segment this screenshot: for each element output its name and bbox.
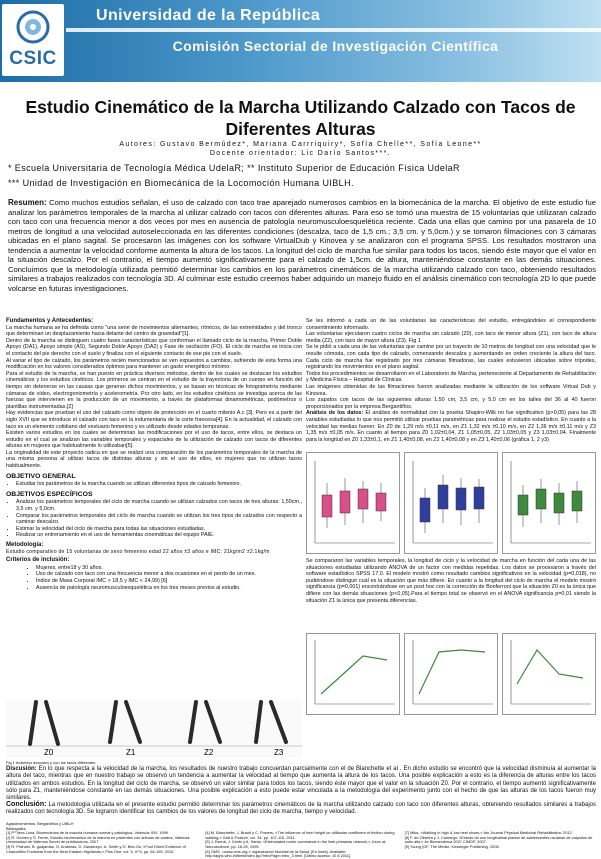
boxplot-svg-1	[307, 453, 399, 553]
conclusion	[6, 801, 596, 817]
figure-1-caption: Fig 1 Individuo descalzo y con los tacos diferentes.	[6, 760, 97, 765]
fundamentos-p2: Dentro de la marcha se distinguen cuatro fases características que conforman el llamado ciclo de la marcha, Primer Doble Apoyo (DA1), Apoyo simple (AS), Segundo Doble Apoyo (DA2) y Fase de oscilación (FO). El ciclo de marcha se inicia con el contacto del pie derecho con el suelo y finaliza con el siguiente contacto de ese pie con el suelo.	[6, 337, 302, 357]
criterio-item: • Índice de Masa Corporal IMC > 18,5 y IMC < 24,99) [6]	[36, 578, 302, 585]
boxplot-svg-3	[503, 453, 595, 553]
metodo-paragraph: Los zapatos con tacos de las siguientes alturas 1,50 cm, 3,5 cm, y 5,0 cm en los talles del 36 al 40 fueron proporcionados por la empresa Bergantiños.	[306, 397, 596, 410]
metodologia-text: Estudio comparativo de 15 voluntarias de sexo femenino edad 22 años ±3 años e IMC: 21kg/m2 ±2.1kg/m	[6, 548, 270, 555]
csic-logo	[2, 4, 64, 76]
metodologia-heading: Metodología:	[6, 542, 44, 548]
advisor: Docente orientador: Lic Darío Santos***.	[209, 150, 392, 157]
resultados-text: Se compararon las variables temporales, la longitud de ciclo y la velocidad de marcha en función del cada una de las situaciones estudiadas utilizando ANOVA de un factor con medidas repetidas. Los datos se procesaron a través del software estadístico SPSS 17.0. El modelo mostró como resultado cambios significativos en la velocidad (p=0,018), no pudiéndose distinguir cuál es la situación que más difiere. En cuanto a la longitud del ciclo de marcha el modelo mostró significancia (p=0,001) encontrándose en un post hoc con la corrección de Bonferroni que la situación Z0 es la única que difiere con las demás situaciones (p<0,05).Para el tiempo total se observó en el ANOVA significancia p=0,01 siendo la situación Z1 la única que presenta diferencias.	[306, 558, 596, 604]
criterio-item: • Mujeres, entre18 y 30 años.	[36, 565, 302, 572]
bib-column-3	[405, 831, 596, 859]
bib-entry: [5] J. Esenb, J. Kimbi y A. Santa, «Estimulated motor commands in the limb primarias network,» Journ at Neuroscience, pp. 16-25, 1995.	[205, 839, 386, 849]
left-column	[6, 318, 302, 591]
university-name: Universidad de la República	[96, 7, 321, 24]
objetivos-especificos-heading: OBJETIVOS ESPECÍFICOS	[6, 490, 93, 498]
affiliation-2: *** Unidad de Investigación en Biomecánica de la Locomoción Humana UIBLH.	[8, 178, 354, 188]
fundamentos-p6: Existen varios estudios en los cuales se determinan las modificaciones por el uso de tacos, entre ellos, se destaca un estudio en el cual se analizan las variables temporales y espaciales de la utilización de calzado con tacos de diferentes alturas en mujeres que habitualmente lo utilizaban[5].	[6, 430, 302, 450]
objetivo-especifico-item: • Analizar los parámetros temporales del ciclo de marcha cuando se utilizan calzados con tacos de tres alturas: 1,50cm., 3,5 cm. y 5,0cm.	[16, 499, 302, 512]
bib-entry: [4] M. Blanchette, J. Brault y C. Powers, «The influence of heel height on utilitarian coefficient of friction during walking,» Gait & Posture, vol. 34, pp. 107-110, 2011.	[205, 830, 395, 840]
csic-logo-mark-icon	[16, 10, 50, 44]
line-graph-svg-3	[503, 634, 595, 714]
metodo-paragraph: Las voluntarias ejecutaron cuatro ciclos de marcha sin calzado (Z0), con taco de menor altura (Z1), con taco de altura media (Z2), con taco de mayor altura (Z3). Fig 1	[306, 331, 596, 344]
affiliation-1: * Escuela Universitaria de Tecnología Médica UdelaR; ** Instituto Superior de Educación Física UdelaR	[8, 163, 460, 173]
criterio-item: • Uso de calzado con taco con una frecuencia menor a dos ocasiones en el perdo de un mes.	[36, 571, 302, 578]
bib-entry: [3] R. Prahani, B. guajardas, G. Arralinas, D. Zandarzyn, A. Smith y G. Bee-Os, «Foot Direct Evidence of Chalcolithic Footwear from the Near Eastern Highlands,» Plos One, vol. 5, nº 6, pp. 84-105, 2010.	[6, 843, 186, 854]
fundamentos-p4: Para el estudio de la marcha, se han puesto en práctica diversos métodos, dentro de los cuales se destacan los estudios cinemáticos y los estudios cinéticos. Los primeros se centran en el estudio de la trayectoria de un cuerpo en función del tiempo sin detenerse en las causas que generan dichos movimientos, y se basan en técnicas de fotogrametría mediante cámaras de vídeo, electrogoniometría y acelerometría. Por otro lado, en los estudios cinéticos se investiga acerca de las fuerzas que intervienen en la producción de un movimiento, a través de plataformas dinamométricas, podómetros o plantillas instrumentadas.[2]	[6, 370, 302, 410]
metodo-paragraph: Se les informó a cada un de las voluntarias las características del estudio, entregándoles el correspondiente consentimiento informado.	[306, 318, 596, 331]
bib-entry: [7] Mika, «Walking in high & low heel shoes,» Am Journal Physical Medicinal Rehabilitation, 2012.	[404, 830, 573, 836]
bibliography-heading: Bibliografía:	[6, 825, 27, 831]
criterio-item: • Ausencia de patología neuromusculoesquelética en los tres meses previos al estudio.	[36, 585, 302, 592]
conclusion-text: La metodología utilizada en el presente estudio permitió determinar los parámetros cinemáticos de la marcha utilizando calzado con taco con diferentes alturas, obteniendo resultados similares a trabajos realizados con tecnología 3D. Se lograron identificar los cambios de los valores de longitud del ciclo de marcha, tiempo y velocidad.	[6, 802, 596, 816]
boxplot-longitud	[404, 452, 498, 554]
paper-title: Estudio Cinemático de la Marcha Utilizando Calzado con Tacos de Diferentes Alturas	[25, 97, 576, 139]
bib-column-2	[205, 831, 396, 859]
fundamentos-p7: La originalidad de este proyecto radica en que se realizó una comparación de los parámetros temporales de la marcha de una misma persona al utilizar tacos de distintas alturas y sin el uso de ellos, en mujeres que no utilizan tacos habitualmente.	[6, 449, 302, 470]
right-column	[306, 318, 596, 443]
discussion-text: En lo que respecta a la velocidad de la marcha, los resultados de nuestro trabajo concuerdan parcialmente con el de Blanchette et al . En dicho estudio se encontró que la velocidad disminuía al aumentar la altura del taco, mientras que en nuestro trabajo se observó un tendencia a aumentar la velocidad al tiempo que aumenta la altura de los tacos. Una posible explicación a esto es la diferencia de alturas entre los tacos utilizados en ambos estudios. En la longitud del ciclo de marcha, se observó un valor similar para todos los tacos, siendo éste mayor que el valor en la situación Z0. Por el contrario, el tiempo aumentó significativamente sólo para Z1, manteniéndose constante en las demás situaciones. Una posible explicación a esto puede estar vinculada a la metodología del experimento junto con el hecho de que las alturas de los tacos fueron muy similares.	[6, 766, 597, 802]
header-banner	[0, 0, 601, 82]
bib-entry: [6] OMS, <www.oms.org.» organización Mundial de la Salud, [En línea]. Available: http://apps.who.int/bmi/index.jsp?introPage=intro_3.html. [Último acceso: 10 8 2011].	[205, 848, 352, 859]
line-graph-2	[404, 633, 498, 715]
bibliography	[6, 822, 596, 859]
bib-entry: [1] Pº Vera Luna, Biomecánica de la marcha humana normal y patológica, Valencia: IBV, 1999	[6, 830, 168, 836]
metodo-paragraph: Se le pidió a cada una de las voluntarias que camine por un trayecto de 10 metros de longitud con una velocidad que le resulte cómoda, con cada tipo de calzado, comenzando descalza y aumentando en orden creciente la altura del taco. Cada ciclo de marcha fue registrado por tres cámaras filmadoras, las cuales estuvieron ubicadas sobre trípodes, registrando los movimientos en el plano sagital.	[306, 344, 596, 371]
bib-entry: [9] Young (GF, The Medici, Kessinger Publishing, 2005.	[404, 843, 500, 849]
line-graph-figures	[306, 633, 596, 713]
photo-label-z0: Z0	[44, 748, 54, 757]
fundamentos-p3: Al variar el tipo de calzado, los parámetros recién mencionados se ven expuestos a cambios, sufriendo de esta forma una modificación en los valores considerados óptimos para mantener un gasto energético mínimo.	[6, 357, 302, 371]
boxplot-velocidad	[306, 452, 400, 554]
abstract	[8, 198, 596, 293]
photo-label-z3: Z3	[274, 748, 284, 757]
bib-entry: [2] R. Gómez y S. Ferrer, Estudio biomecánico de la marcha en pacientes con artrosis de cadera, Valencia: Universidad de Valencia Servei de publicacions, 2007	[6, 834, 191, 845]
metodo-paragraph: Las imágenes obtenidas de las filmaciones fueron analizadas mediante la utilización de los software Virtual Dub y Kinovea.	[306, 383, 596, 397]
line-graph-svg-1	[307, 634, 399, 714]
objetivo-especifico-item: • Estimar la velocidad del ciclo de marcha para todas las situaciones estudiadas.	[16, 526, 302, 533]
line-graph-svg-2	[405, 634, 497, 714]
analisis-text: El análisis de normalidad con la prueba Shapiro-Wilk no fue significativo (p>0,05) para las 28 variables estudiadas lo que nos permitió utilizar pruebas paramétricas para realizar el estudio estadístico. En cuanto a la velocidad las medias fueron: En Z0 de 1,29 m/s ±0,11 m/s, en Z1 1,32 m/s ±0,10 m/s, en Z2 1,36 m/s ±0,11 m/s y Z3 1,35 m/s ±0,05 m/s. En cuanto al tiempo para Z0 1,02±0,04, Z1 1,05±0,05, Z2 1,03±0,05 y Z3 1,03±0,04. Finalmente para la longitud en Z0 1,33±0,1, en Z1 1,40±0,08, en Z2 1,40±0,08 y en Z3 1,40±0,06 (gráfica 1, 2 y3)	[306, 410, 597, 443]
fundamentos-heading: Fundamentos y Antecedentes:	[6, 318, 94, 324]
criterios-heading: Criterios de inclusión:	[6, 557, 70, 564]
bib-column-1	[6, 831, 197, 859]
discussion-label: Discusión:	[6, 766, 37, 772]
metodo-paragraph: Todos los procedimientos se desarrollaron en el Laboratorio de Marcha, perteneciente al Departamento de Rehabilitación y Medicina Física – Hospital de Clínicas.	[306, 370, 596, 384]
abstract-label: Resumen:	[8, 198, 47, 207]
fundamentos-p1: La marcha humana se ha definida como "una serie de movimientos alternantes, rítmicos, de las extremidades y del tronco que determinan un desplazamiento hacia delante del centro de gravedad"[1].	[6, 324, 302, 338]
photo-label-z1: Z1	[126, 748, 136, 757]
boxplot-svg-2	[405, 453, 497, 553]
discussion	[6, 766, 596, 802]
line-graph-1	[306, 633, 400, 715]
logo-text: CSIC	[9, 48, 57, 69]
figure-1-photo	[6, 700, 302, 758]
objetivo-general-heading: OBJETIVO GENERAL	[6, 472, 76, 480]
conclusion-label: Conclusión:	[6, 801, 47, 808]
authors-block	[70, 140, 531, 158]
objetivo-especifico-item: • Realizar un entrenamiento en el uso de herramientas cinemáticas del equipo PAIE.	[16, 532, 302, 539]
analisis-heading: Análisis de los datos:	[306, 410, 364, 417]
boxplot-tiempo	[502, 452, 596, 554]
objetivo-general-item: • Estudiar los parámetros de la marcha cuando se utilizan diferentes tipos de calzado femenino.	[16, 481, 302, 488]
bib-entry: [8] F. de Oliveira y J. Camargo, «Estudo do uso longitudinal plantar de adolescentes usuárias de calçados de salto alto,» Av Biomecânica 2007 CIMDP, 2007.	[404, 834, 593, 845]
objetivo-especifico-item: • Comparar los parámetros temporales del ciclo de marcha cuando se utilizan los tres tipos de calzados con respecto a caminar descalzo.	[16, 513, 302, 526]
boxplot-figures	[306, 452, 596, 552]
authors: Autores: Gustavo Bermúdez*, Mariana Carrriquiry*, Sofía Chelle**, Sofía Leone**	[119, 141, 482, 148]
fundamentos-p5: Hay evidencias que prueban el uso del calzado como objeto de protección en el cuarto milenio A.c [3]. Pero es a partir del siglo XVII que se introduce el calzado con taco en la indumentaria de la corte francesa[4]. En la actualidad, el calzado con taco es un elemento cotidiano del vestuario femenino y es utilizado desde edades tempranas.	[6, 410, 302, 430]
line-graph-3	[502, 633, 596, 715]
header-divider	[66, 28, 601, 32]
abstract-text: Como muchos estudios señalan, el uso de calzado con taco trae aparejado numerosos cambios en la biomecánica de la marcha. El objetivo de este estudio fue analizar los parámetros temporales de la marcha al utilizar calzado con tacos con diferentes alturas. Para eso se tomó una muestra de 15 voluntarias que utilizaran calzado con taco con una frecuencia menor a dos veces por mes en ausencia de patología neuromusculoesquelética reciente. Cada una ellas que camino por una pasarela de 10 metros de longitud a una velocidad autoseleccionada en las diferentes condiciones (descalza, taco de 1,5 cm.; 3,5 cm. y 5,0cm.) y se tomaron filmaciones con 3 cámaras ubicadas en el plano sagital. Se procesaron las imágenes con los software VirtualDub y Kinovea y se analizaron con el programa SPSS. Los resultados mostraron una tendencia a aumentar la velocidad conforme aumenta la altura de los tacos. La longitud del ciclo de marcha fue similar para todos los tacos, siendo éste mayor que el valor en la situación descalzo. Por el contrario, el tiempo aumentó significativamente para el calzado de 1,5cm. de altura, manteniéndose constante en las demás situaciones. Concluimos que la metodología utilizada permitió determinar los cambios en los parámetros cinemáticos de la marcha utilizando calzado con taco, obteniendo resultados similares a trabajos realizados con tecnología 3D. Al culminar este estudio creemos haber adquirido un manejo fluido en el análisis cinemático con tecnología 2D lo que puede volcarse en futuras investigaciones.	[8, 198, 596, 293]
commission-name: Comisión Sectorial de Investigación Científica	[172, 38, 499, 54]
acknowledgements: Agradecimientos: Bergantiños y UIBLH	[6, 821, 74, 826]
walking-legs-illustration	[6, 700, 302, 758]
photo-label-z2: Z2	[204, 748, 214, 757]
